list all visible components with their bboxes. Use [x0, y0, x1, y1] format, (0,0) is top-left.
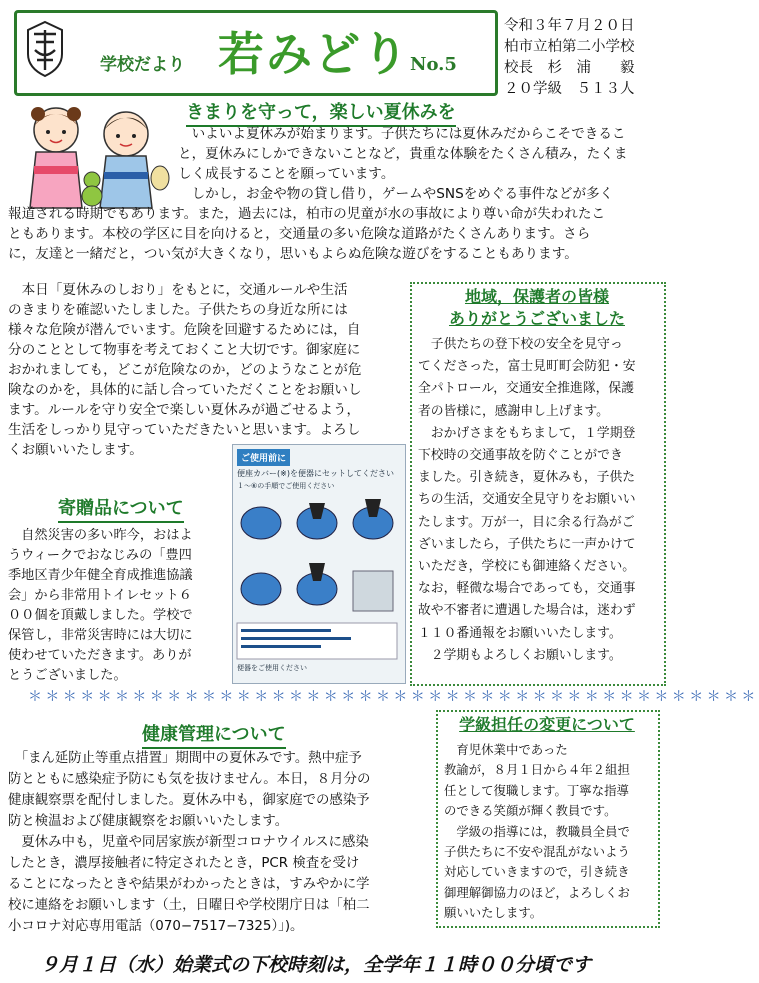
dismissal-notice: ９月１日（水）始業式の下校時刻は，全学年１１時００分頃です: [40, 954, 592, 976]
text-line: 使わせていただきます。ありが: [8, 648, 192, 663]
text-line: 「まん延防止等重点措置」期間中の夏休みです。熱中症予: [8, 751, 362, 766]
text-line: たします。万が一，目に余る行為がご: [418, 514, 635, 530]
school-emblem-icon: [22, 20, 68, 78]
text-line: 様々な危険が潜んでいます。危険を回避するためには，自: [8, 322, 361, 338]
text-line: 生活をしっかり見守っていただきたいと思います。よろし: [8, 422, 361, 438]
text-line: おかげさまをもちまして，１学期登: [418, 425, 636, 441]
text-line: 健康観察票を配付しました。夏休み中も，御家庭での感染予: [8, 793, 370, 808]
text-line: １１０番通報をお願いいたします。: [418, 625, 622, 641]
photo-step-label: １～⑥の手順でご使用ください: [237, 482, 335, 490]
donation-body: [8, 526, 232, 686]
text-line: 報道される時期でもあります。また，過去には，柏市の児童が水の事故により尊い命が失われたこ: [8, 206, 606, 222]
summer-body: [8, 184, 672, 264]
text-line: とうございました。: [8, 668, 127, 683]
text-line: 険なのかを，具体的に話し合っていただくことをお願いし: [8, 382, 362, 398]
text-line: しかし，お金や物の貸し借り，ゲームやSNSをめぐる事件などが多く: [178, 186, 614, 202]
text-line: 校に連絡をお願いします（土，日曜日や学校閉庁日は「柏二: [8, 898, 370, 913]
text-line: 分のこととして物事を考えておくこと大切です。御家庭に: [8, 342, 361, 358]
text-line: したとき，濃厚接触者に特定されたとき，PCR 検査を受け: [8, 856, 360, 871]
text-line: に，友達と一緒だと，つい気が大きくなり，思いもよらぬ危険な遊びをすることもあります。: [8, 246, 578, 262]
summer-rules: [8, 280, 408, 460]
text-line: 会」から非常用トイレセット６: [8, 588, 192, 603]
text-line: 教諭が，８月１日から４年２組担: [444, 762, 630, 778]
text-line: のきまりを確認いたしました。子供たちの身近な所には: [8, 302, 348, 318]
text-line: 対応していきますので，引き続き: [444, 864, 630, 880]
text-line: 防と検温および健康観察をお願いいたします。: [8, 814, 289, 829]
school-stats: ２０学級 ５１３人: [504, 81, 635, 97]
text-line: くお願いいたします。: [8, 442, 143, 458]
newsletter-title: 若みどり: [218, 27, 410, 81]
toilet-kit-photo: [232, 444, 406, 684]
health-body: [8, 748, 432, 937]
health-heading: 健康管理について: [142, 720, 286, 749]
newsletter-label: 学校だより: [100, 55, 185, 75]
text-line: 保管し，非常災害時には大切に: [8, 628, 193, 643]
text-line: ることになったときや結果がわかったときは，すみやかに学: [8, 877, 370, 892]
text-line: 全パトロール，交通安全推進隊，保護: [418, 381, 635, 397]
star-divider: ＊＊＊＊＊＊＊＊＊＊＊＊＊＊＊＊＊＊＊＊＊＊＊＊＊＊＊＊＊＊＊＊＊＊＊＊＊＊＊＊＊＊: [28, 689, 759, 705]
photo-footer: 便器をご使用ください: [237, 664, 307, 672]
teacher-heading: 学級担任の変更について: [459, 715, 635, 734]
teacher-body: [444, 740, 656, 924]
text-line: 自然災害の多い昨今，おはよ: [8, 528, 193, 543]
text-line: 御理解御協力のほど，よろしくお: [444, 884, 630, 900]
text-line: なお，軽微な場合であっても，交通事: [418, 581, 636, 597]
text-line: 任として復職します。丁寧な指導: [444, 782, 629, 798]
text-line: てくださった，富士見町町会防犯・安: [418, 359, 636, 375]
text-line: と，夏休みにしかできないことなど，貴重な体験をたくさん積み，たくま: [178, 146, 628, 162]
text-line: 小コロナ対応専用電話（070−7517−7325）」)。: [8, 919, 304, 934]
text-line: 願いいたします。: [444, 905, 543, 921]
photo-heading: ご使用前に: [237, 449, 290, 466]
text-line: うウィークでおなじみの「豊四: [8, 548, 192, 563]
text-line: ともあります。本校の学区に目を向けると，交通量の多い危険な道路がたくさんあります。さら: [8, 226, 591, 242]
text-line: しく成長することを願っています。: [178, 166, 395, 182]
text-line: ちの生活，交通安全見守りをお願いい: [418, 492, 636, 508]
text-line: ました。引き続き，夏休みも，子供た: [418, 470, 636, 486]
text-line: ます。ルールを守り安全で楽しい夏休みが過ごせるよう，: [8, 402, 361, 418]
text-line: 夏休み中も，児童や同居家族が新型コロナウイルスに感染: [8, 835, 369, 850]
thanks-heading-1: 地域，保護者の皆様: [464, 287, 609, 306]
text-line: 故や不審者に遭遇した場合は，迷わず: [418, 603, 636, 619]
text-line: 本日「夏休みのしおり」をもとに，交通ルールや生活: [8, 282, 348, 298]
text-line: 子供たちの登下校の安全を見守っ: [418, 337, 623, 352]
text-line: 季地区青少年健全育成推進協議: [8, 568, 193, 583]
text-line: 育児休業中であった: [444, 742, 568, 757]
donation-heading: 寄贈品について: [58, 494, 184, 523]
issue-date: 令和３年７月２０日: [504, 18, 635, 34]
text-line: いただき，学校にも御連絡ください。: [418, 559, 636, 575]
text-line: 下校時の交通事故を防ぐことができ: [418, 448, 623, 464]
text-line: おかれましても，どこが危険なのか，どのようなことが危: [8, 362, 362, 378]
text-line: ざいましたら，子供たちに一声かけて: [418, 536, 636, 552]
text-line: 防とともに感染症予防にも気を抜けません。本日，８月分の: [8, 772, 371, 787]
toilet-steps-icon: [233, 493, 403, 663]
text-line: のできる笑顔が輝く教員です。: [444, 803, 617, 819]
summer-intro: [178, 124, 668, 184]
thanks-body: [418, 334, 662, 667]
text-line: 者の皆様に，感謝申し上げます。: [418, 403, 609, 419]
text-line: 学級の指導には，教職員全員で: [444, 823, 630, 839]
photo-subheading: 便座カバー(※)を便器にセットしてください: [237, 469, 394, 478]
text-line: ００個を頂戴しました。学校で: [8, 608, 193, 623]
thanks-heading-2: ありがとうございました: [448, 309, 625, 328]
text-line: 子供たちに不安や混乱がないよう: [444, 844, 630, 860]
summer-heading: きまりを守って，楽しい夏休みを: [186, 98, 456, 127]
issue-number: No.5: [410, 54, 457, 75]
principal-name: 校長 杉 浦 毅: [504, 60, 635, 76]
school-name: 柏市立柏第二小学校: [504, 39, 635, 55]
text-line: いよいよ夏休みが始まります。子供たちには夏休みだからこそできるこ: [178, 126, 626, 142]
text-line: ２学期もよろしくお願いします。: [418, 647, 622, 663]
